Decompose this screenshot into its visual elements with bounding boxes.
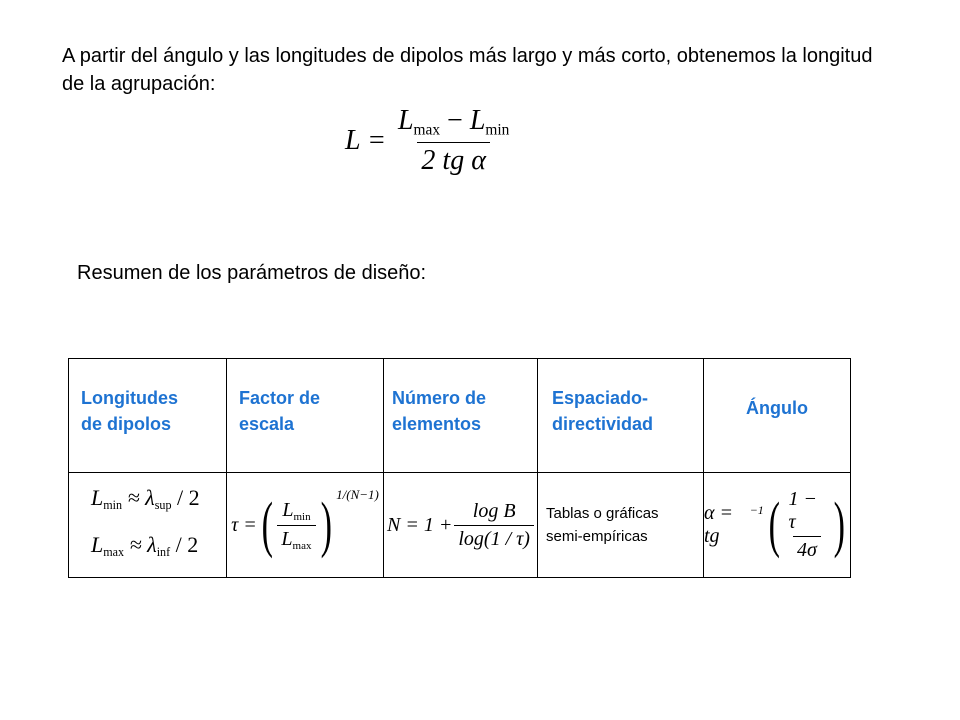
scale-exponent: 1/(N−1) [336,487,379,502]
lmin-approx: ≈ λ [122,484,155,510]
cell-dipole-lengths [69,473,227,578]
scale-num [278,499,314,525]
header-0-line1: Longitudes [81,388,178,408]
right-paren: ) [320,491,332,559]
cell-scale-factor [227,473,384,578]
angle-fraction [784,488,829,562]
scale-den [277,525,315,552]
lmin-l: L [91,484,104,510]
alpha-lhs: α = tg [704,502,733,547]
header-2-line1: Número de [392,388,487,408]
lmax-approx: ≈ λ [124,532,157,557]
spacing-line1: Tablas o gráficas [546,505,659,522]
elements-den: log(1 / τ) [454,525,534,551]
lmin-sub: min [103,498,123,512]
header-1-line2: escala [239,414,295,434]
header-scale-factor [227,359,384,473]
lmax-formula [91,525,226,572]
lmin-div: / 2 [171,484,200,510]
num-l1: L [397,105,414,137]
elements-fraction [454,500,534,551]
scale-fraction [277,499,315,552]
n-lhs: N = 1 + [387,513,453,536]
summary-title: Resumen de los parámetros de diseño: [77,262,427,284]
scale-den-l: L [281,527,293,550]
spacing-line2: semi-empíricas [546,528,648,545]
scale-num-l: L [282,498,294,521]
num-minus: − [440,105,470,137]
header-0-line2: de dipolos [81,414,171,434]
header-3-line2: directividad [552,414,654,434]
design-parameters-table [68,358,851,578]
angle-left-paren: ( [768,491,780,559]
cell-angle [704,473,851,578]
header-4-line1: Ángulo [746,398,808,418]
header-dipole-lengths [69,359,227,473]
angle-exponent: −1 [749,503,764,517]
lmax-div: / 2 [170,532,199,557]
lmax-lambda-sub: inf [156,545,171,560]
formula-fraction [394,105,513,176]
formula-lhs: L = [345,125,386,156]
angle-formula [704,473,850,577]
header-spacing-directivity [538,359,704,473]
scale-factor-formula [227,473,383,577]
lmin-lambda-sub: sup [154,498,172,512]
left-paren: ( [261,491,273,559]
angle-num: 1 − τ [788,488,817,533]
spacing-note [538,502,703,548]
elements-num: log B [472,499,516,522]
lmin-formula [91,478,226,525]
header-number-elements [384,359,538,473]
scale-den-sub: max [292,539,312,552]
table-header-row [69,359,851,473]
num-sub1: max [413,121,441,139]
intro-paragraph: A partir del ángulo y las longitudes de dipolos más largo y más corto, obtenemos la longitud de la agrupación: [62,45,873,95]
header-angle [704,359,851,473]
array-length-formula [345,106,513,176]
angle-right-paren: ) [833,491,846,559]
cell-number-elements [384,473,538,578]
formula-numerator [394,105,513,141]
header-2-line2: elementos [392,414,482,434]
scale-num-sub: min [293,510,311,523]
header-3-line1: Espaciado- [552,388,649,408]
num-l2: L [469,105,486,137]
cell-spacing-directivity [538,473,704,578]
formula-denominator: 2 tg α [417,142,489,177]
tau-lhs: τ = [231,513,257,536]
table-formula-row [69,473,851,578]
number-elements-formula [384,473,537,577]
angle-den: 4σ [793,536,821,562]
lmax-l: L [91,532,104,557]
lmax-sub: max [103,545,125,560]
header-1-line1: Factor de [239,388,321,408]
num-sub2: min [485,121,510,139]
